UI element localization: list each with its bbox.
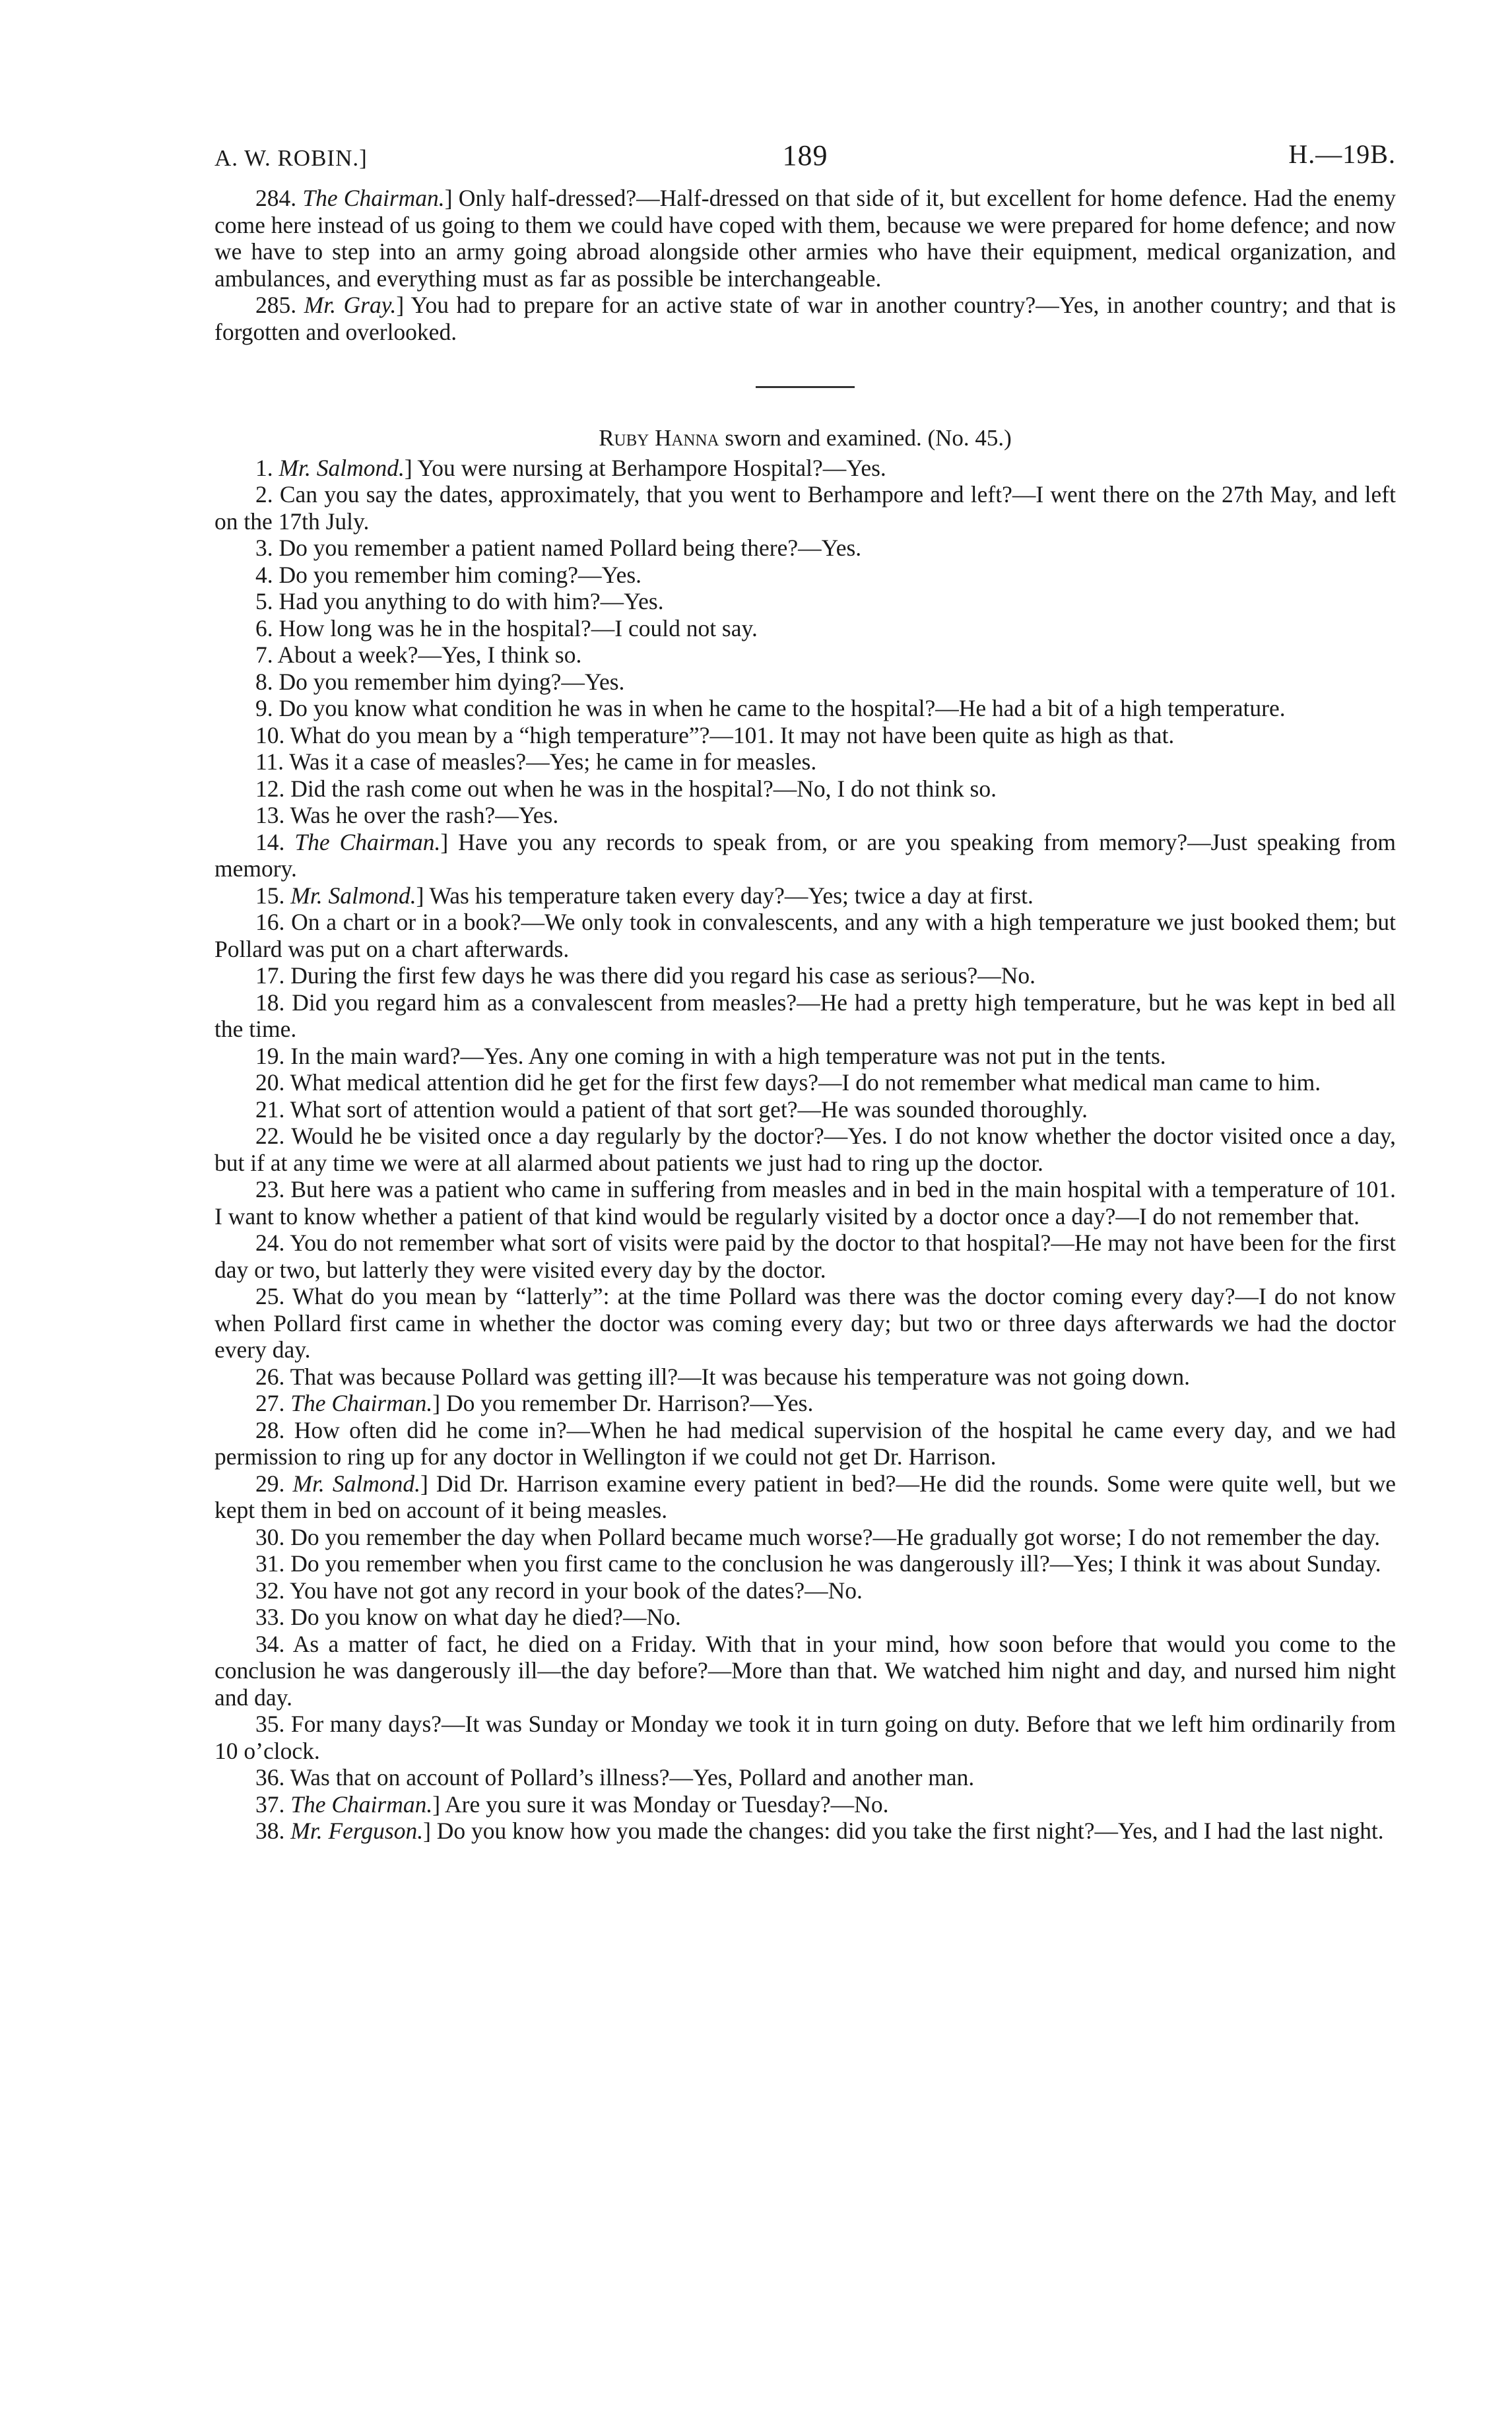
- testimony-entry: [214, 829, 1396, 882]
- testimony-entry: [214, 1417, 1396, 1470]
- entry-text: ] Do you remember Dr. Harrison?—Yes.: [432, 1390, 814, 1416]
- testimony-entry: [214, 292, 1396, 345]
- entry-number: 24.: [255, 1230, 285, 1256]
- entry-number: 7.: [255, 641, 273, 668]
- entry-number: 6.: [255, 614, 273, 641]
- testimony-entry: [214, 748, 1396, 775]
- testimony-entry: [214, 1283, 1396, 1364]
- testimony-entry: [214, 1550, 1396, 1577]
- testimony-entry: [214, 909, 1396, 962]
- entry-text: Do you remember the day when Pollard became much worse?—He gradually got worse; I do not remember the day.: [290, 1523, 1381, 1550]
- entry-number: 18.: [255, 989, 285, 1016]
- entry-text: Did the rash come out when he was in the hospital?—No, I do not think so.: [290, 775, 997, 802]
- entry-number: 16.: [255, 909, 285, 935]
- testimony-entry: [214, 1631, 1396, 1711]
- entry-text: Do you know on what day he died?—No.: [290, 1604, 681, 1630]
- entry-text: Do you remember a patient named Pollard being there?—Yes.: [279, 535, 862, 561]
- entry-text: How long was he in the hospital?—I could not say.: [279, 614, 758, 641]
- entry-text: You do not remember what sort of visits were paid by the doctor to that hospital?—He may not have been for the first day or two, but latterly they were visited every day by the doctor.: [214, 1230, 1396, 1283]
- entry-number: 33.: [255, 1604, 285, 1630]
- entry-text: How often did he come in?—When he had medical supervision of the hospital he came every day, and we had permission to ring up for any doctor in Wellington if we could not get Dr. Harrison.: [214, 1416, 1396, 1470]
- entry-number: 21.: [255, 1096, 285, 1123]
- entry-text: That was because Pollard was getting ill?—It was because his temperature was not going down.: [290, 1363, 1191, 1390]
- entry-number: 15.: [255, 882, 285, 909]
- entry-text: Do you remember when you first came to the conclusion he was dangerously ill?—Yes; I think it was about Sunday.: [290, 1550, 1381, 1577]
- testimony-entry: [214, 1230, 1396, 1283]
- entry-text: What do you mean by a “high temperature”?—101. It may not have been quite as high as that.: [290, 721, 1175, 748]
- testimony-entry: [214, 1069, 1396, 1096]
- testimony-entry: [214, 481, 1396, 535]
- entry-number: 37.: [255, 1791, 285, 1818]
- testimony-entry: [214, 588, 1396, 615]
- page-number: 189: [782, 139, 828, 172]
- entry-speaker: Mr. Salmond.: [292, 1470, 420, 1497]
- entry-number: 2.: [255, 481, 273, 508]
- entry-number: 284.: [255, 185, 297, 211]
- witness-name: Ruby Hanna: [599, 425, 719, 451]
- testimony-entry: [214, 1176, 1396, 1230]
- entry-number: 27.: [255, 1390, 285, 1416]
- witness-heading-rest: sworn and examined. (No. 45.): [719, 425, 1012, 451]
- testimony-entry: [214, 1577, 1396, 1604]
- entry-text: ] Are you sure it was Monday or Tuesday?—No.: [432, 1791, 889, 1818]
- entry-number: 22.: [255, 1123, 285, 1149]
- testimony-entry: [214, 455, 1396, 482]
- entry-number: 13.: [255, 802, 285, 828]
- entry-number: 17.: [255, 962, 285, 989]
- entry-number: 34.: [255, 1630, 285, 1657]
- entry-speaker: Mr. Salmond.: [279, 454, 405, 481]
- entry-text: Was that on account of Pollard’s illness?—Yes, Pollard and another man.: [290, 1764, 975, 1791]
- testimony-entry: [214, 1604, 1396, 1631]
- entry-text: About a week?—Yes, I think so.: [277, 641, 582, 668]
- entry-text: ] Do you know how you made the changes: did you take the first night?—Yes, and I had the last night.: [423, 1818, 1384, 1844]
- entry-number: 5.: [255, 588, 273, 614]
- testimony-entry: [214, 1390, 1396, 1417]
- header-witness-name: A. W. ROBIN.]: [214, 145, 368, 171]
- entry-text: On a chart or in a book?—We only took in convalescents, and any with a high temperature we just booked them; but Pollard was put on a chart afterwards.: [214, 909, 1397, 962]
- entry-number: 38.: [255, 1818, 285, 1844]
- testimony-entry: [214, 1524, 1396, 1551]
- entry-text: ] Did Dr. Harrison examine every patient in bed?—He did the rounds. Some were quite well, but we kept them in bed on account of it being measles.: [214, 1470, 1396, 1523]
- entry-text: ] Have you any records to speak from, or are you speaking from memory?—Just speaking from memory.: [214, 828, 1397, 882]
- entry-number: 35.: [255, 1711, 285, 1737]
- testimony-entry: [214, 1096, 1396, 1123]
- entry-number: 1.: [255, 454, 273, 481]
- entry-number: 29.: [255, 1470, 285, 1497]
- testimony-entry: [214, 669, 1396, 696]
- entry-number: 8.: [255, 668, 273, 695]
- testimony-entry: [214, 1764, 1396, 1791]
- testimony-entry: [214, 562, 1396, 589]
- document-reference: H.—19B.: [1288, 139, 1396, 169]
- entry-speaker: The Chairman.: [294, 828, 441, 855]
- entry-text: What sort of attention would a patient of that sort get?—He was sounded thoroughly.: [290, 1096, 1088, 1123]
- entry-text: Do you know what condition he was in when he came to the hospital?—He had a bit of a high temperature.: [279, 695, 1286, 721]
- entry-number: 19.: [255, 1042, 285, 1069]
- entry-number: 11.: [255, 748, 284, 775]
- entry-speaker: The Chairman.: [302, 185, 445, 211]
- entry-number: 30.: [255, 1523, 285, 1550]
- entry-number: 25.: [255, 1283, 285, 1309]
- entry-number: 23.: [255, 1176, 285, 1202]
- entry-text: In the main ward?—Yes. Any one coming in with a high temperature was not put in the tents.: [290, 1042, 1166, 1069]
- entry-text: What do you mean by “latterly”: at the time Pollard was there was the doctor coming every day?—I do not know when Pollard first came in whether the doctor was coming every day; but two or three days afterwards we had the doctor every day.: [214, 1283, 1396, 1363]
- testimony-entry: [214, 1043, 1396, 1070]
- entry-number: 12.: [255, 775, 285, 802]
- entry-text: Would he be visited once a day regularly by the doctor?—Yes. I do not know whether the doctor visited once a day, but if at any time we were at all alarmed about patients we just had to ring up the doctor.: [214, 1123, 1397, 1176]
- testimony-entry: [214, 1123, 1396, 1176]
- entry-number: 31.: [255, 1550, 285, 1577]
- entry-text: You have not got any record in your book of the dates?—No.: [289, 1577, 863, 1604]
- entry-number: 9.: [255, 695, 273, 721]
- testimony-entry: [214, 962, 1396, 989]
- entry-text: Do you remember him dying?—Yes.: [279, 668, 625, 695]
- entry-text: Do you remember him coming?—Yes.: [279, 561, 642, 588]
- entry-speaker: Mr. Ferguson.: [290, 1818, 424, 1844]
- entry-number: 10.: [255, 721, 285, 748]
- entry-text: Was he over the rash?—Yes.: [290, 802, 559, 828]
- testimony-entry: [214, 882, 1396, 909]
- page-header: [214, 132, 1396, 185]
- entry-number: 26.: [255, 1363, 285, 1390]
- entry-number: 4.: [255, 561, 273, 588]
- entry-text: During the first few days he was there did you regard his case as serious?—No.: [290, 962, 1036, 989]
- entry-speaker: Mr. Gray.: [304, 292, 397, 318]
- entry-number: 20.: [255, 1069, 285, 1096]
- testimony-entry: [214, 1364, 1396, 1391]
- entry-number: 28.: [255, 1416, 285, 1443]
- testimony-entry: [214, 1711, 1396, 1764]
- testimony-entry: [214, 641, 1396, 669]
- entry-text: As a matter of fact, he died on a Friday. With that in your mind, how soon before that would you come to the conclusion he was dangerously ill—the day before?—More than that. We watched him night and day, and nursed him night and day.: [214, 1630, 1396, 1711]
- entry-number: 285.: [255, 292, 297, 318]
- entry-text: Had you anything to do with him?—Yes.: [279, 588, 664, 614]
- opening-section: [214, 185, 1396, 345]
- testimony-entry: [214, 1470, 1396, 1524]
- testimony-entry: [214, 615, 1396, 642]
- entry-text: Was it a case of measles?—Yes; he came in for measles.: [289, 748, 817, 775]
- entry-number: 36.: [255, 1764, 285, 1791]
- entry-text: Did you regard him as a convalescent from measles?—He had a pretty high temperature, but he was kept in bed all the time.: [214, 989, 1396, 1042]
- entry-speaker: The Chairman.: [290, 1791, 433, 1818]
- entry-text: ] You had to prepare for an active state of war in another country?—Yes, in another country; and that is forgotten and overlooked.: [214, 292, 1397, 345]
- entry-number: 14.: [255, 828, 285, 855]
- testimony-entry: [214, 535, 1396, 562]
- testimony-entry: [214, 185, 1396, 292]
- testimony-entry: [214, 989, 1396, 1043]
- section-divider: [756, 386, 855, 388]
- entry-speaker: The Chairman.: [290, 1390, 433, 1416]
- entry-text: But here was a patient who came in suffering from measles and in bed in the main hospital with a temperature of 101. I want to know whether a patient of that kind would be regularly visited by a doctor once a day?—I do not remember that.: [214, 1176, 1397, 1230]
- testimony-entry: [214, 695, 1396, 722]
- entry-text: Can you say the dates, approximately, that you went to Berhampore and left?—I went there on the 27th May, and left on the 17th July.: [214, 481, 1396, 535]
- entry-number: 32.: [255, 1577, 285, 1604]
- testimony-entry: [214, 775, 1396, 803]
- testimony-entry: [214, 722, 1396, 749]
- testimony-entry: [214, 1791, 1396, 1818]
- entry-text: ] You were nursing at Berhampore Hospital?—Yes.: [404, 454, 886, 481]
- entry-text: ] Was his temperature taken every day?—Yes; twice a day at first.: [416, 882, 1034, 909]
- entry-speaker: Mr. Salmond.: [290, 882, 416, 909]
- testimony-entry: [214, 1818, 1396, 1845]
- witness-heading: [214, 425, 1396, 452]
- testimony-entry: [214, 802, 1396, 829]
- entry-text: ] Only half-dressed?—Half-dressed on that side of it, but excellent for home defence. Had the enemy come here instead of us going to them we could have coped with them, because we were prepared for home defence; and now we have to step into an army going abroad alongside other armies who have their equipment, medical organization, and ambulances, and everything must as far as possible be interchangeable.: [214, 185, 1397, 292]
- document-page: [214, 132, 1396, 1845]
- entry-text: For many days?—It was Sunday or Monday we took it in turn going on duty. Before that we left him ordinarily from 10 o’clock.: [214, 1711, 1396, 1764]
- entry-text: What medical attention did he get for the first few days?—I do not remember what medical man came to him.: [290, 1069, 1321, 1096]
- entry-number: 3.: [255, 535, 273, 561]
- testimony-section: [214, 455, 1396, 1845]
